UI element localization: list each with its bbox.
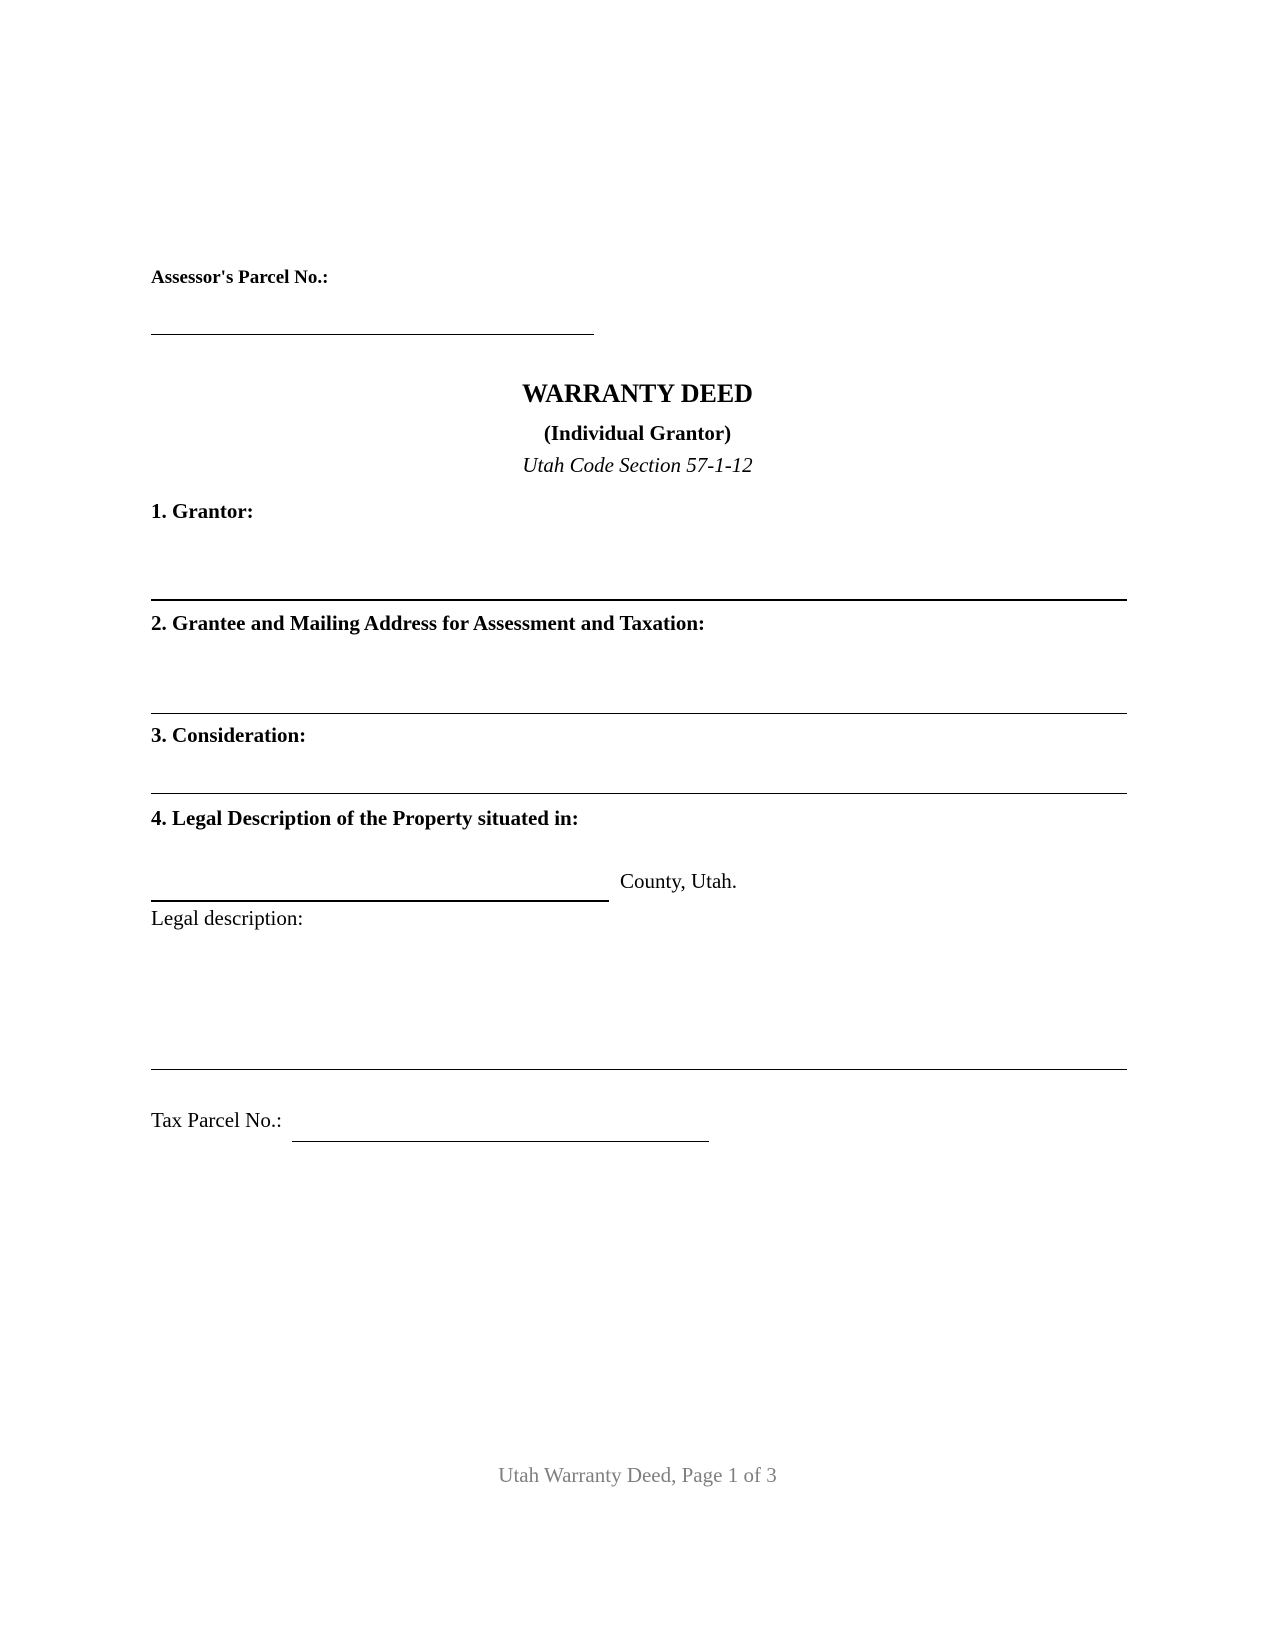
document-title: WARRANTY DEED	[522, 379, 753, 408]
grantor-label: 1. Grantor:	[151, 499, 254, 523]
tax-parcel-line[interactable]	[292, 1141, 709, 1142]
county-suffix: County, Utah.	[620, 869, 738, 893]
county-line[interactable]	[151, 900, 609, 902]
legal-description-label: Legal description:	[151, 906, 304, 930]
document-subtitle: (Individual Grantor)	[543, 421, 732, 445]
consideration-label: 3. Consideration:	[151, 723, 307, 747]
assessor-parcel-label: Assessor's Parcel No.:	[151, 267, 329, 288]
assessor-parcel-line[interactable]	[151, 334, 594, 335]
consideration-line[interactable]	[151, 793, 1127, 794]
legal-description-heading: 4. Legal Description of the Property situated in:	[151, 806, 579, 830]
grantor-line[interactable]	[151, 599, 1127, 601]
page-footer: Utah Warranty Deed, Page 1 of 3	[498, 1463, 777, 1487]
grantee-label: 2. Grantee and Mailing Address for Assessment and Taxation:	[151, 611, 706, 635]
legal-description-line[interactable]	[151, 1069, 1127, 1070]
tax-parcel-label: Tax Parcel No.:	[151, 1108, 282, 1132]
grantee-line[interactable]	[151, 713, 1127, 714]
code-reference: Utah Code Section 57-1-12	[522, 453, 753, 477]
